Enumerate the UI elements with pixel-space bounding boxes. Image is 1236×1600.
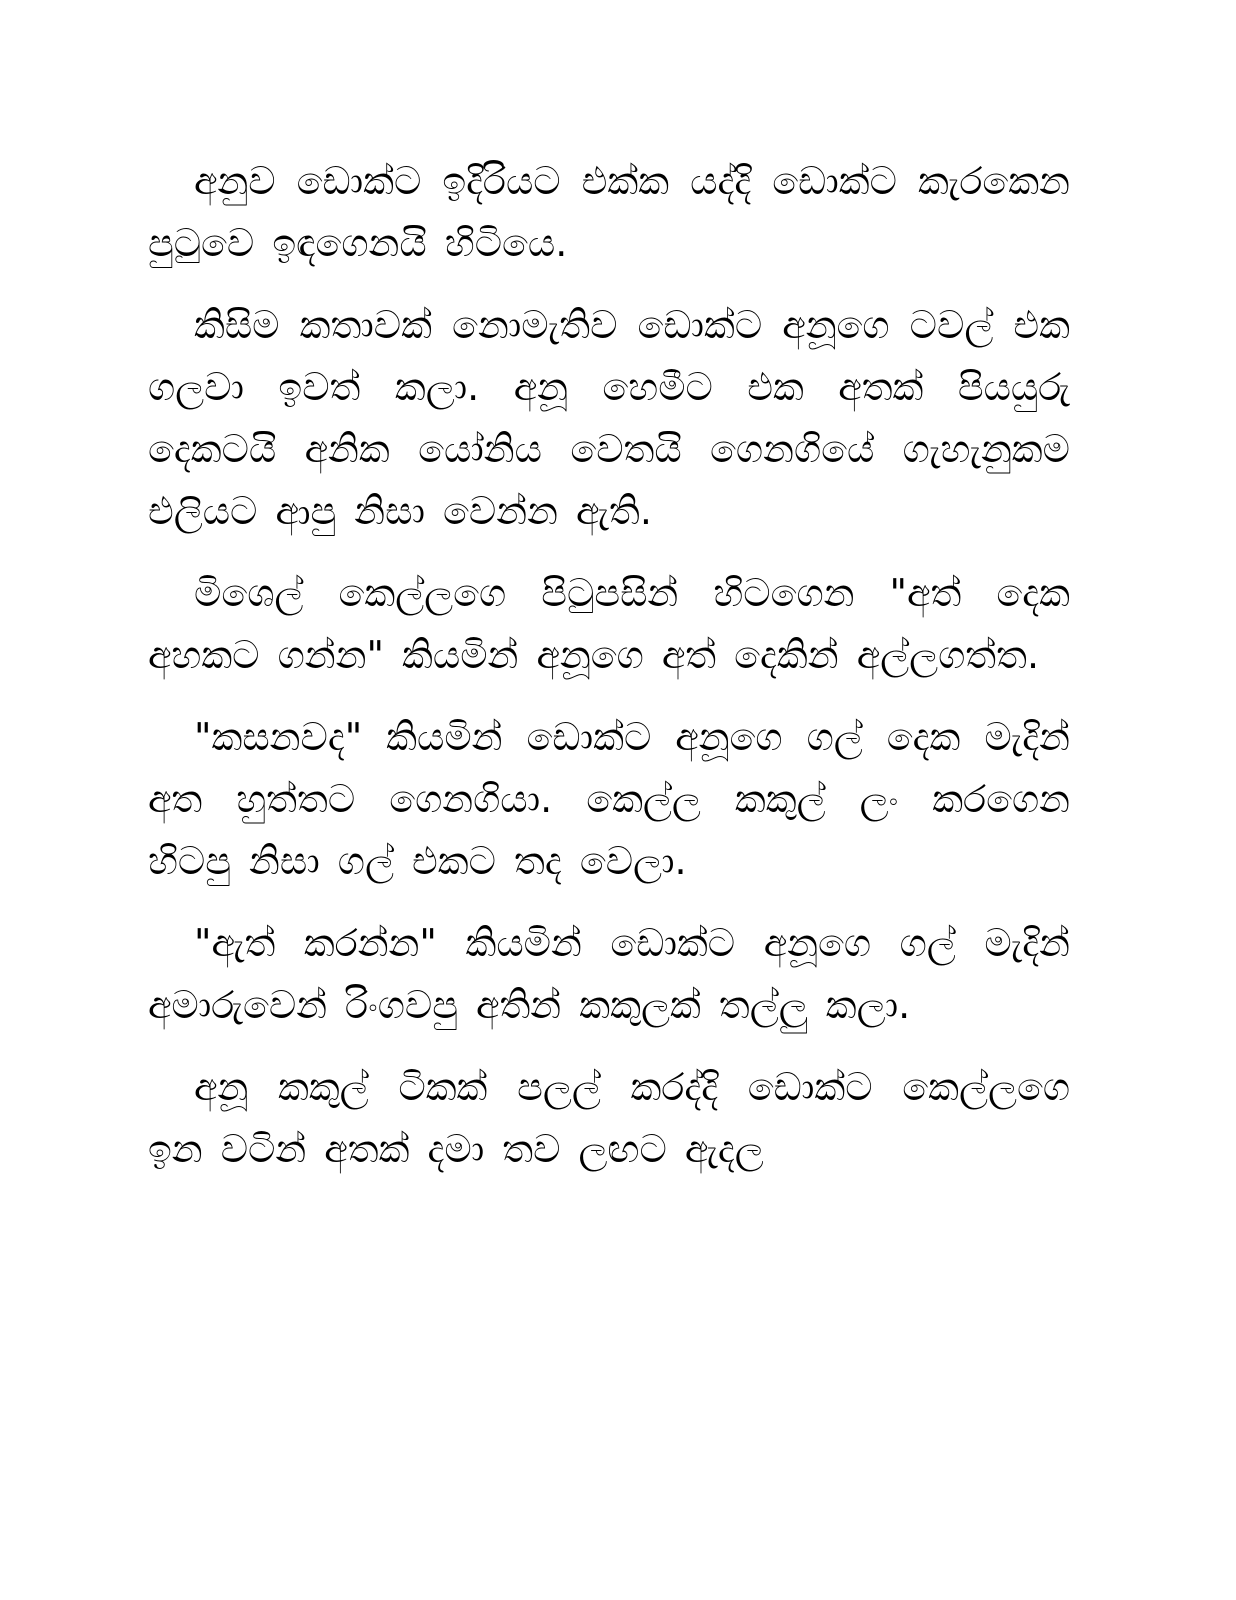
- paragraph-1: අනුව ඩොක්ට ඉදිරියට එක්ක යද්දි ඩොක්ට කැරකෙන පුටුවෙ ඉඳගෙනයි හිටියෙ.: [148, 159, 1070, 265]
- paragraph-5: "ඇත් කරන්න" කියමින් ඩොක්ට අනූගෙ ගල් මැදින් අමාරුවෙන් රිංගවපු අතින් කකුලක් තල්ලු කලා.: [148, 921, 1070, 1027]
- body-text: [148, 150, 1070, 1180]
- paragraph-6: අනූ කකුල් ටිකක් පලල් කරද්දි ඩොක්ට කෙල්ලගෙ ඉන වටින් අතක් දමා තව ලඟට ඇදල: [148, 1065, 1070, 1171]
- paragraph-2: කිසිම කතාවක් නොමැතිව ඩොක්ට අනූගෙ ටවල් එක ගලවා ඉවත් කලා. අනූ හෙමීට එක අතක් පියයුරු දෙකටයි අනික යෝනිය වෙතයි ගෙනගියේ ගැහැනුකම එලියට ආපු නිසා වෙන්න ඇති.: [148, 303, 1070, 533]
- paragraph-3: මිශෙල් කෙල්ලගෙ පිටුපසින් හිටගෙන "අත් දෙක අහකට ගන්න" කියමින් අනූගෙ අත් දෙකින් අල්ලගත්ත.: [148, 571, 1070, 677]
- paragraph-4: "කසනවද" කියමින් ඩොක්ට අනූගෙ ගල් දෙක මැදින් අත හුත්තට ගෙනගියා. කෙල්ල කකුල් ලං කරගෙන හිටපු නිසා ගල් එකට තද වෙලා.: [148, 715, 1070, 883]
